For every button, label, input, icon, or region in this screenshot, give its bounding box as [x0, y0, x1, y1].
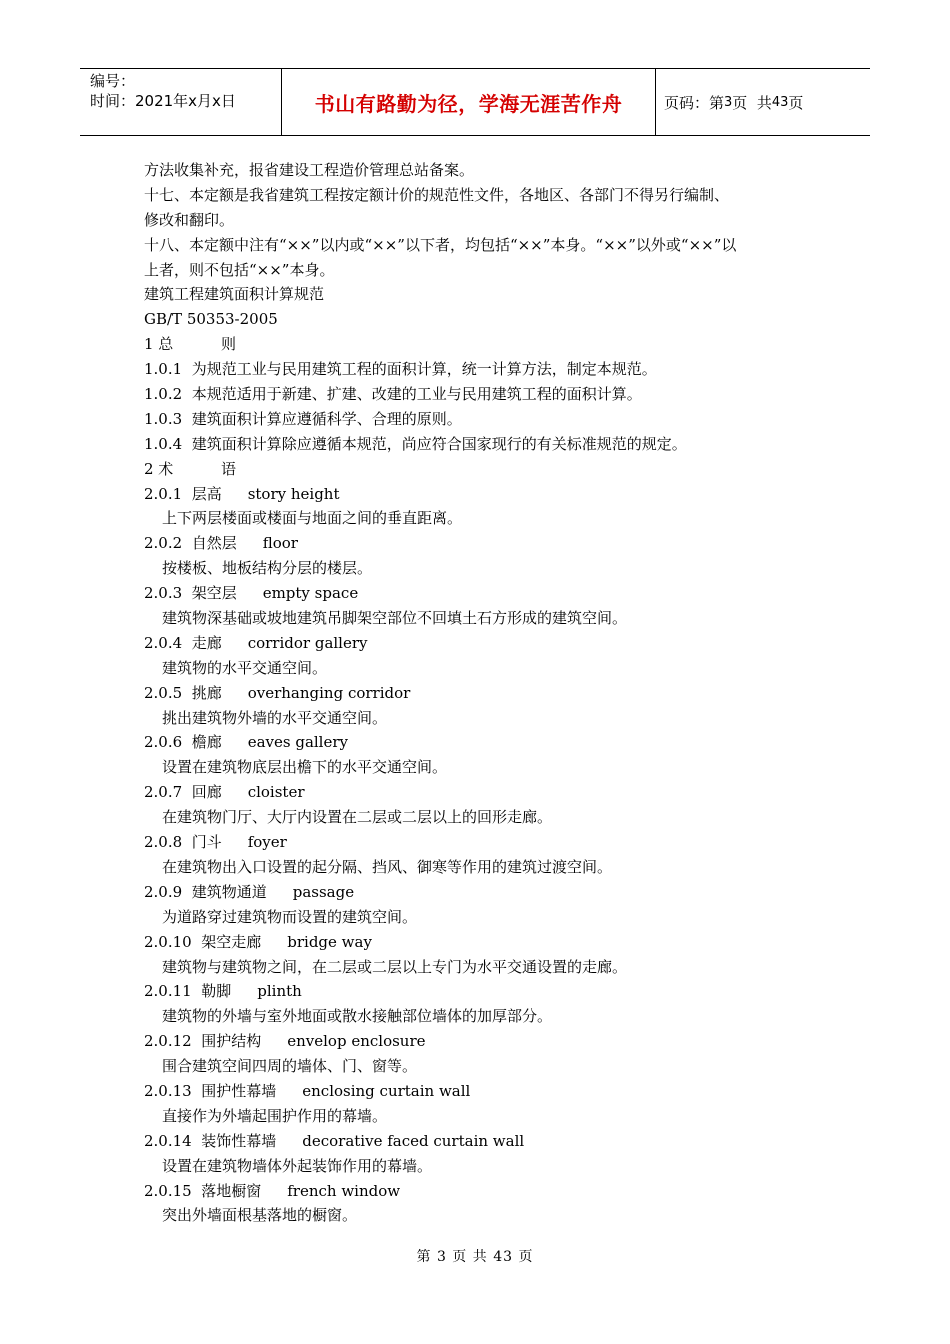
- page-header: [80, 68, 870, 136]
- term-heading: 2.0.3 架空层: [144, 584, 237, 603]
- term-english: french window: [287, 1181, 401, 1200]
- term-definition: 设置在建筑物墙体外起装饰作用的幕墙。: [162, 1156, 433, 1175]
- paragraph: 方法收集补充，报省建设工程造价管理总站备案。: [144, 161, 475, 179]
- clause: 1.0.2 本规范适用于新建、扩建、改建的工业与民用建筑工程的面积计算。: [144, 385, 642, 404]
- header-page-mid: 页 共: [732, 93, 772, 112]
- term-definition: 建筑物的水平交通空间。: [162, 658, 328, 677]
- term-entry: [144, 1079, 824, 1104]
- term-entry: [144, 531, 824, 556]
- term-heading: 2.0.15 落地橱窗: [144, 1181, 262, 1200]
- term-heading: 2.0.6 檐廊: [144, 733, 222, 752]
- term-english: enclosing curtain wall: [302, 1081, 471, 1100]
- header-motto: 书山有路勤为径，学海无涯苦作舟: [314, 91, 623, 116]
- term-definition: 设置在建筑物底层出檐下的水平交通空间。: [162, 758, 448, 777]
- term-definition: 突出外墙面根基落地的橱窗。: [162, 1206, 358, 1225]
- standard-code: GB/T 50353-2005: [144, 310, 278, 329]
- term-entry: [144, 880, 824, 905]
- term-definition: 直接作为外墙起围护作用的幕墙。: [162, 1106, 388, 1125]
- term-entry: [144, 1029, 824, 1054]
- term-english: decorative faced curtain wall: [302, 1131, 525, 1150]
- term-english: bridge way: [287, 932, 372, 951]
- term-definition: 挑出建筑物外墙的水平交通空间。: [162, 708, 388, 727]
- term-entry: [144, 780, 824, 805]
- page-footer: 第 3 页 共 43 页: [416, 1249, 534, 1265]
- term-entry: [144, 681, 824, 706]
- term-heading: 2.0.2 自然层: [144, 534, 237, 553]
- term-english: overhanging corridor: [247, 683, 411, 702]
- term-english: cloister: [247, 783, 305, 802]
- term-heading: 2.0.1 层高: [144, 484, 222, 503]
- term-entry: [144, 1129, 824, 1154]
- term-heading: 2.0.11 勒脚: [144, 982, 232, 1001]
- header-page-total: 43: [771, 94, 789, 110]
- paragraph: 十七、本定额是我省建筑工程按定额计价的规范性文件，各地区、各部门不得另行编制、: [144, 185, 730, 204]
- paragraph: 上者，则不包括“××”本身。: [144, 260, 335, 279]
- term-definition: 建筑物深基础或坡地建筑吊脚架空部位不回填土石方形成的建筑空间。: [162, 609, 628, 628]
- term-english: passage: [292, 882, 355, 901]
- terms-list: [144, 482, 824, 1229]
- term-definition: 建筑物的外墙与室外地面或散水接触部位墙体的加厚部分。: [162, 1007, 553, 1026]
- term-heading: 2.0.9 建筑物通道: [144, 882, 267, 901]
- term-definition: 在建筑物出入口设置的起分隔、挡风、御寒等作用的建筑过渡空间。: [162, 857, 613, 876]
- term-definition: 上下两层楼面或楼面与地面之间的垂直距离。: [162, 509, 463, 528]
- term-entry: [144, 1179, 824, 1204]
- clause: 1.0.3 建筑面积计算应遵循科学、合理的原则。: [144, 409, 462, 428]
- term-entry: [144, 830, 824, 855]
- document-body: [144, 158, 824, 1228]
- term-heading: 2.0.10 架空走廊: [144, 932, 262, 951]
- header-divider: [655, 69, 656, 135]
- term-english: envelop enclosure: [287, 1032, 426, 1051]
- term-definition: 围合建筑空间四周的墙体、门、窗等。: [162, 1057, 418, 1076]
- term-definition: 建筑物与建筑物之间，在二层或二层以上专门为水平交通设置的走廊。: [162, 957, 628, 976]
- header-page-suffix: 页: [788, 93, 804, 112]
- term-heading: 2.0.7 回廊: [144, 783, 222, 802]
- term-entry: [144, 581, 824, 606]
- term-english: floor: [262, 534, 298, 553]
- clause: 1.0.1 为规范工业与民用建筑工程的面积计算，统一计算方法，制定本规范。: [144, 360, 657, 379]
- clause: 1.0.4 建筑面积计算除应遵循本规范，尚应符合国家现行的有关标准规范的规定。: [144, 434, 687, 453]
- term-english: foyer: [247, 833, 287, 852]
- term-heading: 2.0.12 围护结构: [144, 1032, 262, 1051]
- term-english: corridor gallery: [247, 633, 368, 652]
- term-definition: 为道路穿过建筑物而设置的建筑空间。: [162, 907, 418, 926]
- term-entry: [144, 730, 824, 755]
- header-page-info: [664, 69, 803, 135]
- document-title: 建筑工程建筑面积计算规范: [144, 285, 325, 304]
- term-heading: 2.0.14 装饰性幕墙: [144, 1131, 277, 1150]
- header-page-number: 3: [724, 94, 733, 110]
- term-entry: [144, 930, 824, 955]
- header-meta: [90, 71, 236, 111]
- term-heading: 2.0.8 门斗: [144, 833, 222, 852]
- term-english: eaves gallery: [247, 733, 349, 752]
- section-heading: 2 术 语: [144, 459, 236, 478]
- term-heading: 2.0.4 走廊: [144, 633, 222, 652]
- term-english: story height: [247, 484, 340, 503]
- term-english: plinth: [257, 982, 302, 1001]
- header-time-label: 时间：2021年x月x日: [90, 92, 236, 110]
- header-page-prefix: 页码：第: [664, 93, 725, 112]
- term-heading: 2.0.13 围护性幕墙: [144, 1081, 277, 1100]
- paragraph: 十八、本定额中注有“××”以内或“××”以下者，均包括“××”本身。“××”以外或“××”以: [144, 235, 737, 254]
- section-heading: 1 总 则: [144, 335, 236, 354]
- term-entry: [144, 482, 824, 507]
- term-english: empty space: [262, 584, 359, 603]
- term-heading: 2.0.5 挑廊: [144, 683, 222, 702]
- header-number-label: 编号：: [90, 72, 136, 90]
- term-definition: 按楼板、地板结构分层的楼层。: [162, 559, 373, 578]
- term-entry: [144, 631, 824, 656]
- term-entry: [144, 979, 824, 1004]
- term-definition: 在建筑物门厅、大厅内设置在二层或二层以上的回形走廊。: [162, 808, 553, 827]
- paragraph: 修改和翻印。: [144, 210, 235, 229]
